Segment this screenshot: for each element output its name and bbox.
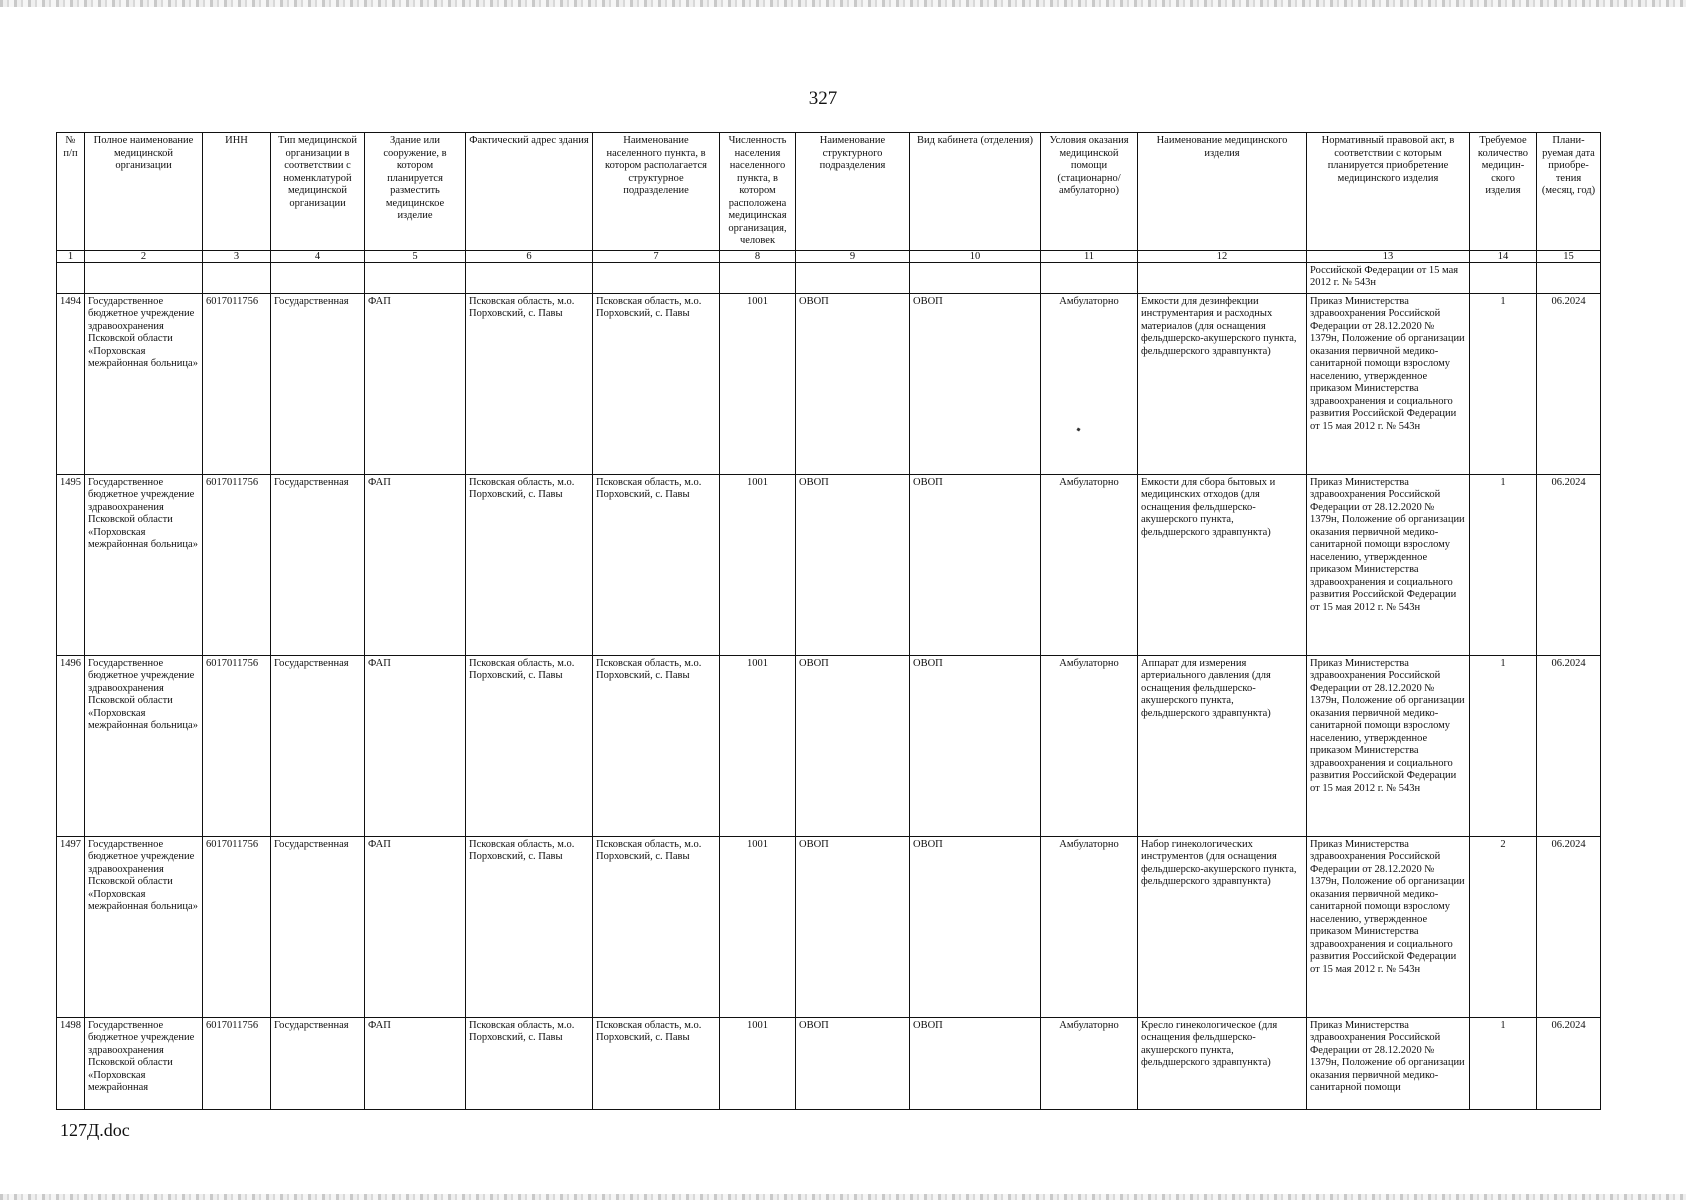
col-header-conditions: Условия оказания медицинской помощи (стационарно/ амбулаторно) [1041, 133, 1138, 251]
cell-address: Псковская область, м.о. Порховский, с. Павы [466, 836, 593, 1017]
page-number: 327 [808, 88, 838, 109]
cell-cabinet: ОВОП [910, 655, 1041, 836]
cell-conditions: Амбулаторно [1041, 293, 1138, 474]
cell-address: Псковская область, м.о. Порховский, с. Павы [466, 474, 593, 655]
col-number: 12 [1138, 250, 1307, 262]
col-header-org-type: Тип медицинской организации в соответствии с номенклатурой медицинской организации [271, 133, 365, 251]
col-header-quantity: Требуемое количество медицин-ского изделия [1470, 133, 1537, 251]
cell-settlement: Псковская область, м.о. Порховский, с. Павы [593, 474, 720, 655]
cell-date: 06.2024 [1537, 474, 1601, 655]
cell-inn: 6017011756 [203, 655, 271, 836]
cell-inn: 6017011756 [203, 836, 271, 1017]
col-header-cabinet: Вид кабинета (отделения) [910, 133, 1041, 251]
cell-act: Приказ Министерства здравоохранения Российской Федерации от 28.12.2020 № 1379н, Положение об организации оказания первичной медико-санитарной помощи взрослому населению, утвержденное приказом Министерства здравоохранения и социального развития Российской Федерации от 15 мая 2012 г. № 543н [1307, 836, 1470, 1017]
continuation-row [57, 262, 1601, 293]
cell-quantity: 1 [1470, 1017, 1537, 1109]
table-row [57, 293, 1601, 474]
cell-item: Кресло гинекологическое (для оснащения фельдшерско-акушерского пункта, фельдшерского здравпункта) [1138, 1017, 1307, 1109]
cell-cabinet: ОВОП [910, 1017, 1041, 1109]
cell-number: 1496 [57, 655, 85, 836]
table-header-row [57, 133, 1601, 251]
cell-item: Набор гинекологических инструментов (для оснащения фельдшерско-акушерского пункта, фельдшерского здравпункта) [1138, 836, 1307, 1017]
column-number-row [57, 250, 1601, 262]
cell-number: 1498 [57, 1017, 85, 1109]
cell-organization: Государственное бюджетное учреждение здравоохранения Псковской области «Порховская межрайонная больница» [85, 293, 203, 474]
cell-cabinet: ОВОП [910, 836, 1041, 1017]
col-number: 10 [910, 250, 1041, 262]
cell-organization: Государственное бюджетное учреждение здравоохранения Псковской области «Порховская межрайонная больница» [85, 836, 203, 1017]
cell-address: Псковская область, м.о. Порховский, с. Павы [466, 293, 593, 474]
cell-population: 1001 [720, 293, 796, 474]
cell-settlement: Псковская область, м.о. Порховский, с. Павы [593, 655, 720, 836]
cell-number: 1495 [57, 474, 85, 655]
cell-building: ФАП [365, 474, 466, 655]
cell-building: ФАП [365, 1017, 466, 1109]
cell-conditions: Амбулаторно [1041, 1017, 1138, 1109]
cell-item: Емкости для сбора бытовых и медицинских отходов (для оснащения фельдшерско-акушерского пункта, фельдшерского здравпункта) [1138, 474, 1307, 655]
col-header-organization: Полное наименование медицинской организации [85, 133, 203, 251]
cell-settlement: Псковская область, м.о. Порховский, с. Павы [593, 836, 720, 1017]
col-header-act: Нормативный правовой акт, в соответствии с которым планируется приобретение медицинского изделия [1307, 133, 1470, 251]
col-number: 2 [85, 250, 203, 262]
cell-org-type: Государственная [271, 293, 365, 474]
table-row [57, 474, 1601, 655]
cell-act: Приказ Министерства здравоохранения Российской Федерации от 28.12.2020 № 1379н, Положение об организации оказания первичной медико-санитарной помощи взрослому населению, утвержденное приказом Министерства здравоохранения и социального развития Российской Федерации от 15 мая 2012 г. № 543н [1307, 655, 1470, 836]
cell-quantity: 1 [1470, 293, 1537, 474]
cell-date: 06.2024 [1537, 293, 1601, 474]
cell-organization: Государственное бюджетное учреждение здравоохранения Псковской области «Порховская межрайонная [85, 1017, 203, 1109]
col-number: 14 [1470, 250, 1537, 262]
cell-division: ОВОП [796, 836, 910, 1017]
col-number: 6 [466, 250, 593, 262]
cell-building: ФАП [365, 655, 466, 836]
cell-cabinet: ОВОП [910, 474, 1041, 655]
cell-building: ФАП [365, 836, 466, 1017]
col-number: 4 [271, 250, 365, 262]
col-header-address: Фактический адрес здания [466, 133, 593, 251]
cell-org-type: Государственная [271, 655, 365, 836]
col-header-settlement: Наименование населенного пункта, в котором располагается структурное подразделение [593, 133, 720, 251]
table-row [57, 1017, 1601, 1109]
cell-act: Приказ Министерства здравоохранения Российской Федерации от 28.12.2020 № 1379н, Положение об организации оказания первичной медико-санитарной помощи взрослому населению, утвержденное приказом Министерства здравоохранения и социального развития Российской Федерации от 15 мая 2012 г. № 543н [1307, 293, 1470, 474]
table-row [57, 836, 1601, 1017]
col-header-number: № п/п [57, 133, 85, 251]
cell-building: ФАП [365, 293, 466, 474]
col-number: 3 [203, 250, 271, 262]
cell-act: Приказ Министерства здравоохранения Российской Федерации от 28.12.2020 № 1379н, Положение об организации оказания первичной медико-санитарной помощи взрослому населению, утвержденное приказом Министерства здравоохранения и социального развития Российской Федерации от 15 мая 2012 г. № 543н [1307, 474, 1470, 655]
cell-organization: Государственное бюджетное учреждение здравоохранения Псковской области «Порховская межрайонная больница» [85, 474, 203, 655]
equipment-table [56, 132, 1601, 1110]
cell-number: 1494 [57, 293, 85, 474]
col-header-inn: ИНН [203, 133, 271, 251]
col-header-item: Наименование медицинского изделия [1138, 133, 1307, 251]
cell-date: 06.2024 [1537, 1017, 1601, 1109]
col-header-population: Численность населения населенного пункта, в котором расположена медицинская организация, человек [720, 133, 796, 251]
cell-cabinet: ОВОП [910, 293, 1041, 474]
cell-conditions: Амбулаторно [1041, 474, 1138, 655]
col-number: 8 [720, 250, 796, 262]
cell-population: 1001 [720, 655, 796, 836]
cell-population: 1001 [720, 836, 796, 1017]
table-row [57, 655, 1601, 836]
cell-settlement: Псковская область, м.о. Порховский, с. Павы [593, 293, 720, 474]
cell-inn: 6017011756 [203, 1017, 271, 1109]
cell-inn: 6017011756 [203, 293, 271, 474]
cell-org-type: Государственная [271, 474, 365, 655]
cell-address: Псковская область, м.о. Порховский, с. Павы [466, 1017, 593, 1109]
col-number: 5 [365, 250, 466, 262]
cell-population: 1001 [720, 1017, 796, 1109]
cell-date: 06.2024 [1537, 655, 1601, 836]
cell-number: 1497 [57, 836, 85, 1017]
cell-item: Аппарат для измерения артериального давления (для оснащения фельдшерско-акушерского пункта, фельдшерского здравпункта) [1138, 655, 1307, 836]
col-number: 9 [796, 250, 910, 262]
col-header-date: Плани-руемая дата приобре-тения (месяц, год) [1537, 133, 1601, 251]
scan-edge-top [0, 0, 1686, 7]
footer-filename: 127Д.doc [60, 1120, 130, 1140]
cell-conditions: Амбулаторно [1041, 836, 1138, 1017]
cell-org-type: Государственная [271, 1017, 365, 1109]
cell-division: ОВОП [796, 293, 910, 474]
cell-address: Псковская область, м.о. Порховский, с. Павы [466, 655, 593, 836]
col-number: 13 [1307, 250, 1470, 262]
col-number: 15 [1537, 250, 1601, 262]
col-header-building: Здание или сооружение, в котором планируется разместить медицинское изделие [365, 133, 466, 251]
col-header-division: Наименование структурного подразделения [796, 133, 910, 251]
cell-conditions: Амбулаторно [1041, 655, 1138, 836]
cell-division: ОВОП [796, 655, 910, 836]
col-number: 1 [57, 250, 85, 262]
cell-quantity: 2 [1470, 836, 1537, 1017]
cell-date: 06.2024 [1537, 836, 1601, 1017]
cell-org-type: Государственная [271, 836, 365, 1017]
cell-population: 1001 [720, 474, 796, 655]
cell-organization: Государственное бюджетное учреждение здравоохранения Псковской области «Порховская межрайонная больница» [85, 655, 203, 836]
cell-item: Емкости для дезинфекции инструментария и расходных материалов (для оснащения фельдшерско-акушерского пункта, фельдшерского здравпункта) [1138, 293, 1307, 474]
cell-quantity: 1 [1470, 474, 1537, 655]
scan-edge-bottom [0, 1194, 1686, 1200]
cell-settlement: Псковская область, м.о. Порховский, с. Павы [593, 1017, 720, 1109]
col-number: 11 [1041, 250, 1138, 262]
cell-inn: 6017011756 [203, 474, 271, 655]
cell-quantity: 1 [1470, 655, 1537, 836]
cell-division: ОВОП [796, 474, 910, 655]
cell-division: ОВОП [796, 1017, 910, 1109]
cell-act: Приказ Министерства здравоохранения Российской Федерации от 28.12.2020 № 1379н, Положение об организации оказания первичной медико-санитарной помощи [1307, 1017, 1470, 1109]
col-number: 7 [593, 250, 720, 262]
continuation-text: Российской Федерации от 15 мая 2012 г. № 543н [1307, 262, 1470, 293]
